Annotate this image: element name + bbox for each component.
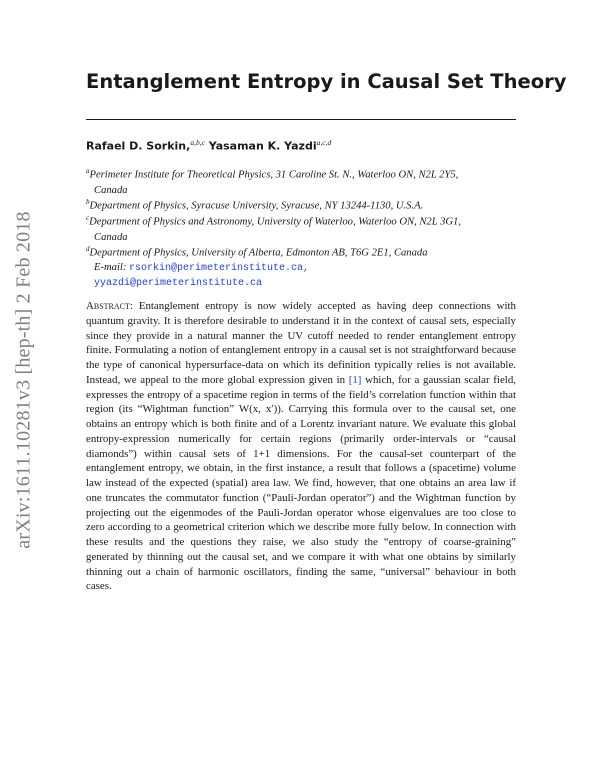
email-label: E-mail: <box>94 262 127 273</box>
affiliation <box>86 164 526 198</box>
affiliation-text: Department of Physics and Astronomy, University of Waterloo, Waterloo ON, N2L 3G1, <box>89 216 461 228</box>
email-block <box>94 261 309 291</box>
affiliation <box>86 211 526 245</box>
affiliation-text-continued: Canada <box>94 231 128 243</box>
affiliation-text-continued: Canada <box>94 184 128 196</box>
author-name: Rafael D. Sorkin, <box>86 139 191 153</box>
author-list <box>86 138 331 153</box>
affiliation-text: Department of Physics, University of Alberta, Edmonton AB, T6G 2E1, Canada <box>89 247 428 259</box>
affiliation-text: Perimeter Institute for Theoretical Physics, 31 Caroline St. N., Waterloo ON, N2L 2Y5, <box>89 169 459 181</box>
paper-title: Entanglement Entropy in Causal Set Theory <box>86 70 567 93</box>
affiliation-text: Department of Physics, Syracuse University, Syracuse, NY 13244-1130, U.S.A. <box>89 200 424 212</box>
abstract <box>86 299 516 594</box>
affiliation-mark: d <box>86 245 90 253</box>
affiliation <box>86 242 526 261</box>
arxiv-sidebar-stamp <box>6 205 42 555</box>
affiliation-mark: c <box>86 214 90 222</box>
affiliation-mark: a <box>86 167 90 175</box>
title-rule <box>86 119 516 120</box>
arxiv-identifier: arXiv:1611.10281v3 [hep-th] 2 Feb 2018 <box>12 211 35 549</box>
email-link[interactable]: yyazdi@perimeterinstitute.ca <box>94 278 263 289</box>
abstract-heading: Abstract: <box>86 300 133 312</box>
citation-link[interactable]: [1] <box>348 373 362 386</box>
author-name: Yasaman K. Yazdi <box>208 139 317 153</box>
abstract-text: Entanglement entropy is now widely accepted as having deep connections with quantum gravity. It is therefore desirable to understand it in the context of causal sets, especially since they provide in a natural manner the UV cutoff needed to render entanglement entropy finite. Formulating a notion of entanglement entropy in a causal set is not straightforward because the type of canonical hypersurface-data on which its definition typically relies is not available. Instead, we appeal to the more global expression given in <box>86 300 516 386</box>
email-link[interactable]: rsorkin@perimeterinstitute.ca, <box>129 263 310 274</box>
author-affiliation-marks: a,b,c <box>190 138 205 147</box>
affiliation-mark: b <box>86 198 90 206</box>
abstract-text-continued: which, for a gaussian scalar field, expresses the entropy of a spacetime region in terms of the field’s correlation function within that region (its “Wightman function” W(x, x′)). Carrying this formula over to the causal set, one obtains an entropy which is both finite and of a Lorentz invariant nature. We evaluate this global entropy-expression numerically for certain regions (primarily order-intervals or “causal diamonds”) within causal sets of 1+1 dimensions. For the causal-set counterpart of the entanglement entropy, we obtain, in the first instance, a result that follows a (spacetime) volume law instead of the expected (spatial) area law. We find, however, that one obtains an area law if one truncates the commutator function (“Pauli-Jordan operator”) and the Wightman function by projecting out the eigenmodes of the Pauli-Jordan operator whose eigenvalues are too close to zero according to a geometrical criterion which we describe more fully below. In connection with these results and the questions they raise, we also study the “entropy of coarse-graining” generated by thinning out the causal set, and we compare it with what one obtains by similarly thinning out a chain of harmonic oscillators, finding the same, “universal” behaviour in both cases. <box>86 373 516 593</box>
author-affiliation-marks: a,c,d <box>316 138 332 147</box>
